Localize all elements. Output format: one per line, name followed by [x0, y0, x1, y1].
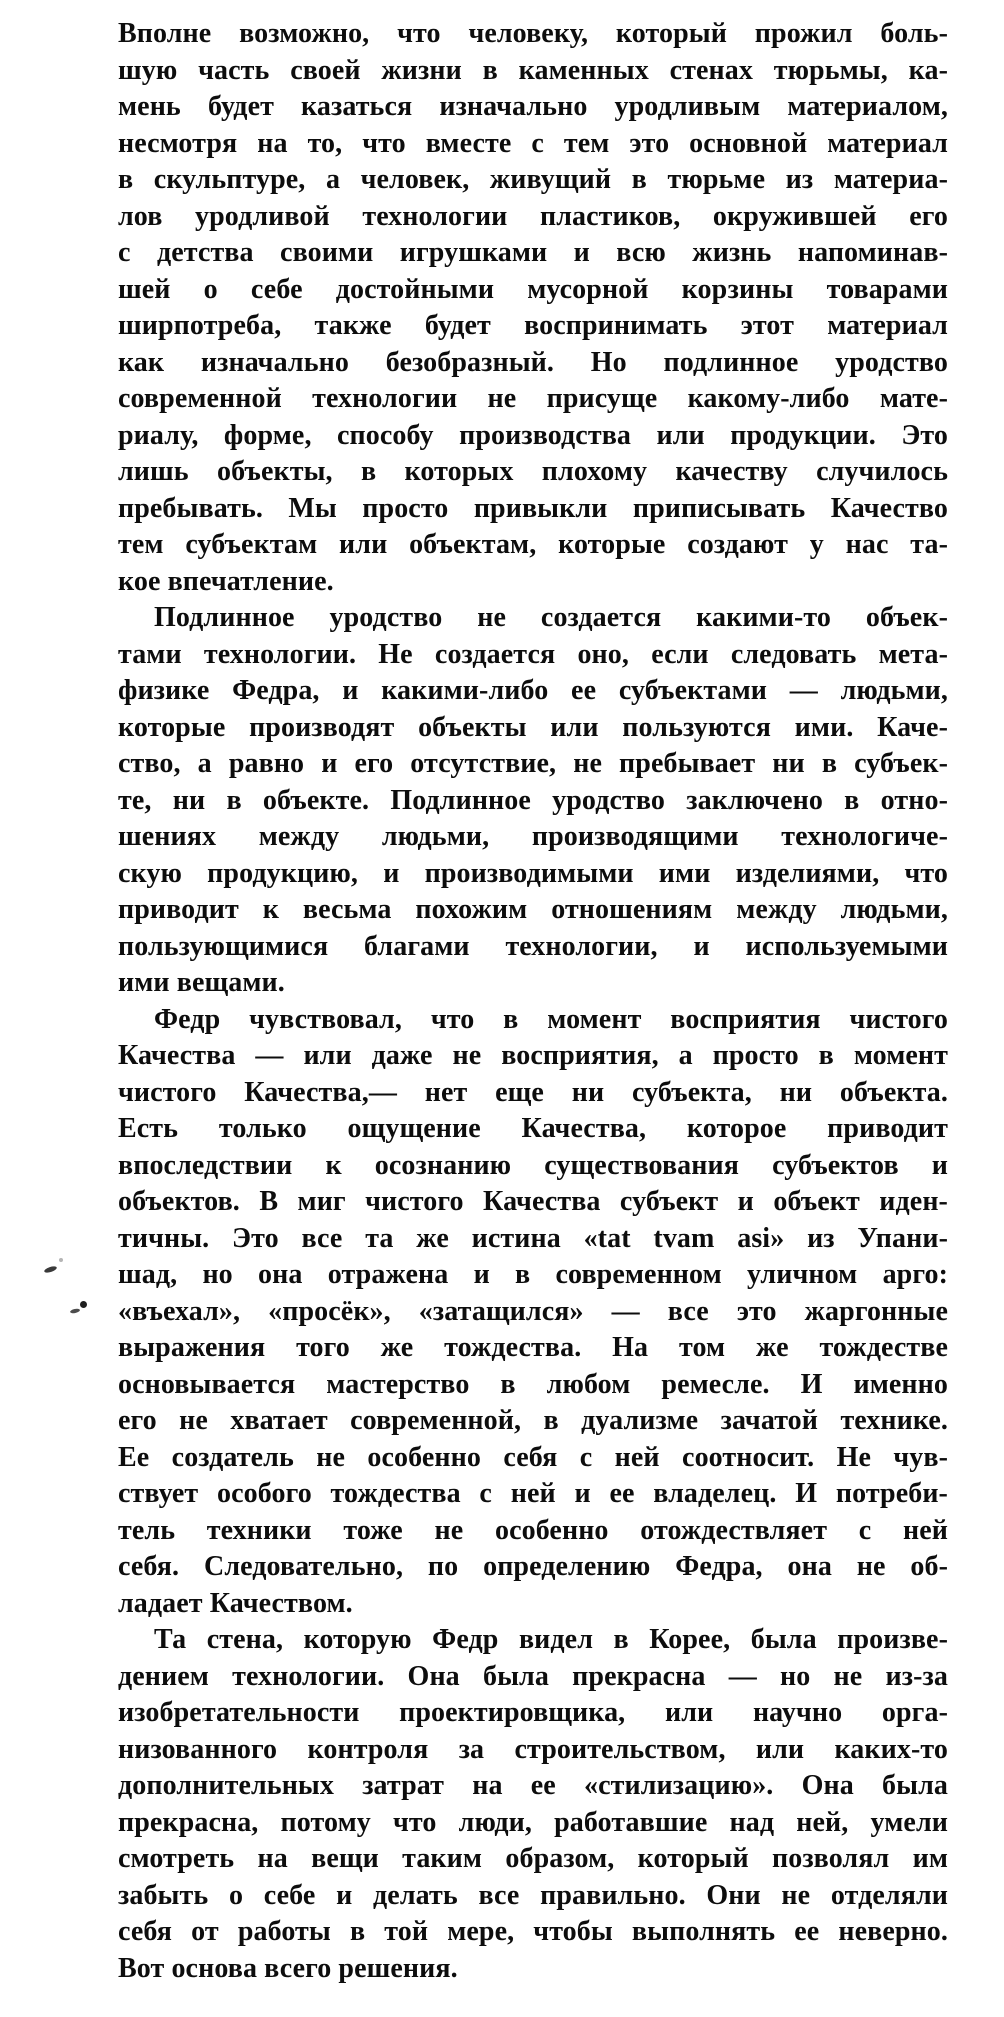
text-line: Подлинное уродство не создается какими-то объек-: [154, 602, 948, 633]
text-line: риалу, форме, способу производства или продукции. Это: [118, 419, 948, 451]
text-line: физике Федра, и какими-либо ее субъектами — людьми,: [118, 675, 948, 706]
text-line: с детства своими игрушками и всю жизнь напоминав-: [118, 237, 948, 268]
text-line: дополнительных затрат на ее «стилизацию». Она была: [118, 1770, 948, 1801]
text-line: мень будет казаться изначально уродливым материалом,: [118, 91, 948, 122]
text-line: объектов. В миг чистого Качества субъект и объект иден-: [118, 1186, 948, 1217]
text-line: тами технологии. Не создается оно, если следовать мета-: [118, 638, 948, 670]
text-line: впоследствии к осознанию существования субъектов и: [118, 1149, 948, 1181]
text-line: чистого Качества,— нет еще ни субъекта, ни объекта.: [118, 1076, 948, 1108]
text-line: приводит к весьма похожим отношениям между людьми,: [118, 894, 948, 925]
text-line: тем субъектам или объектам, которые создают у нас та-: [118, 529, 948, 560]
text-line: Есть только ощущение Качества, которое приводит: [118, 1113, 948, 1144]
text-line: Вот основа всего решения.: [118, 1952, 458, 1984]
text-line: себя. Следовательно, по определению Федра, она не об-: [118, 1551, 948, 1582]
text-line: тель техники тоже не особенно отождествляет с ней: [118, 1514, 948, 1546]
text-line: скую продукцию, и производимыми ими изделиями, что: [118, 857, 948, 889]
text-line: его не хватает современной, в дуализме зачатой технике.: [118, 1405, 948, 1436]
text-line: несмотря на то, что вместе с тем это основной материал: [118, 127, 948, 159]
text-line: в скульптуре, а человек, живущий в тюрьме из материа-: [118, 164, 948, 195]
text-line: которые производят объекты или пользуются ими. Каче-: [118, 711, 948, 743]
ink-speck: [80, 1301, 87, 1308]
text-line: ими вещами.: [118, 967, 285, 998]
text-line: шениях между людьми, производящими технологиче-: [118, 821, 948, 852]
text-block: [118, 16, 948, 1987]
text-line: кое впечатление.: [118, 565, 334, 597]
text-line: ладает Качеством.: [118, 1587, 353, 1619]
text-line: изобретательности проектировщика, или научно орга-: [118, 1697, 948, 1728]
text-line: шей о себе достойными мусорной корзины товарами: [118, 273, 948, 305]
text-line: тичны. Это все та же истина «tat tvam asi» из Упани-: [118, 1222, 948, 1254]
text-line: Вполне возможно, что человеку, который прожил боль-: [118, 18, 948, 49]
text-line: ширпотреба, также будет воспринимать этот материал: [118, 310, 948, 341]
text-line: «въехал», «просёк», «затащился» — все это жаргонные: [118, 1295, 948, 1327]
ink-speck: [59, 1258, 63, 1262]
text-line: те, ни в объекте. Подлинное уродство заключено в отно-: [118, 784, 948, 816]
text-line: основывается мастерство в любом ремесле. И именно: [118, 1368, 948, 1400]
ink-speck: [70, 1308, 81, 1314]
text-line: ство, а равно и его отсутствие, не пребывает ни в субъек-: [118, 748, 948, 779]
text-line: шад, но она отражена и в современном уличном арго:: [118, 1259, 948, 1290]
text-line: Ее создатель не особенно себя с ней соотносит. Не чув-: [118, 1441, 948, 1473]
text-line: ствует особого тождества с ней и ее владелец. И потреби-: [118, 1478, 948, 1509]
text-line: себя от работы в той мере, чтобы выполнять ее неверно.: [118, 1916, 948, 1947]
text-line: современной технологии не присуще какому-либо мате-: [118, 383, 948, 414]
text-line: дением технологии. Она была прекрасна — но не из-за: [118, 1660, 948, 1692]
text-line: забыть о себе и делать все правильно. Они не отделяли: [118, 1879, 948, 1911]
text-line: прекрасна, потому что люди, работавшие над ней, умели: [118, 1806, 948, 1838]
text-line: пребывать. Мы просто привыкли приписывать Качество: [118, 492, 948, 524]
text-line: как изначально безобразный. Но подлинное уродство: [118, 346, 948, 378]
text-line: лов уродливой технологии пластиков, окружившей его: [118, 200, 948, 232]
text-line: шую часть своей жизни в каменных стенах тюрьмы, ка-: [118, 54, 948, 86]
text-line: выражения того же тождества. На том же тождестве: [118, 1332, 948, 1363]
text-line: лишь объекты, в которых плохому качеству случилось: [118, 456, 948, 487]
text-line: пользующимися благами технологии, и используемыми: [118, 930, 948, 962]
ink-speck: [44, 1265, 58, 1274]
text-line: Та стена, которую Федр видел в Корее, была произве-: [154, 1624, 948, 1655]
text-line: Федр чувствовал, что в момент восприятия чистого: [154, 1003, 948, 1035]
text-line: низованного контроля за строительством, или каких-то: [118, 1733, 948, 1765]
text-line: смотреть на вещи таким образом, который позволял им: [118, 1843, 948, 1874]
text-line: Качества — или даже не восприятия, а просто в момент: [118, 1040, 948, 1071]
